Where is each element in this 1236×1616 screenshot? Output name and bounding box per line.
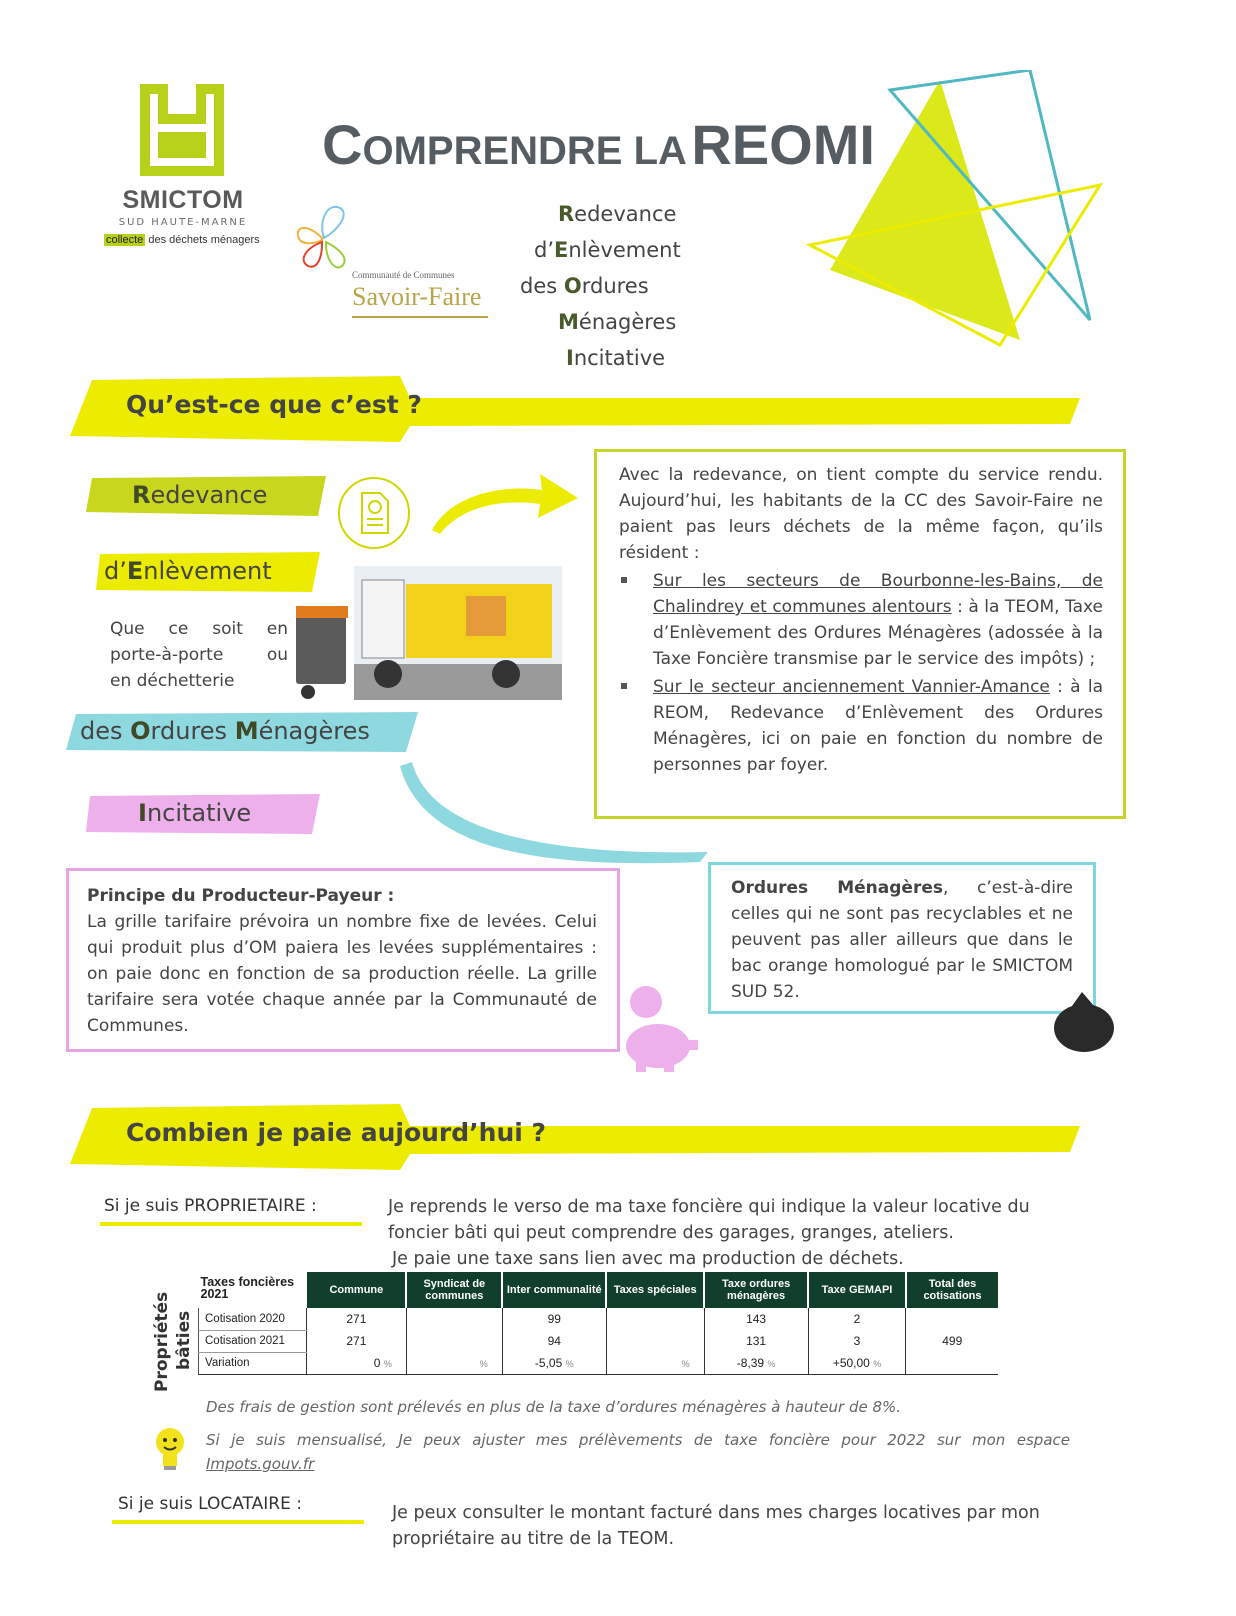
acronym-line-1: Redevance <box>558 202 677 226</box>
butterfly-logo-icon <box>288 200 358 280</box>
info-intro: Avec la redevance, on tient compte du service rendu. Aujourd’hui, les habitants de la CC des Savoir-Faire ne paient pas leurs déchets de la même façon, qu’ils résident : <box>619 465 1103 563</box>
table-cell: % <box>606 1352 704 1374</box>
owner-label-underline <box>100 1222 362 1226</box>
table-row <box>199 1308 999 1330</box>
tag-redevance: Redevance <box>86 476 326 516</box>
table-side-label <box>150 1282 194 1392</box>
trash-bag-icon <box>1048 984 1118 1054</box>
table-corner: Taxes foncières 2021 <box>200 1275 295 1301</box>
title-part-2: REOMI <box>691 113 875 176</box>
info-list <box>619 568 1103 778</box>
table-cell: 271 <box>306 1308 406 1330</box>
producer-payer-title: Principe du Producteur-Payeur : <box>87 886 395 906</box>
acronym-line-2: d’Enlèvement <box>534 238 681 262</box>
piggy-bank-icon <box>620 984 700 1074</box>
row-label: Variation <box>199 1352 307 1374</box>
smictom-tagline-highlight: collecte <box>106 234 144 246</box>
table-header-row <box>199 1272 999 1308</box>
impots-link[interactable]: Impots.gouv.fr <box>206 1455 315 1473</box>
section-heading-pay: Combien je paie aujourd’hui ? <box>126 1118 547 1147</box>
tag-enlevement: d’Enlèvement <box>96 552 320 592</box>
section-heading-what: Qu’est-ce que c’est ? <box>126 390 422 419</box>
producer-payer-box <box>66 868 620 1052</box>
table-header: Taxe ordures ménagères <box>704 1272 808 1308</box>
producer-payer-body: La grille tarifaire prévoira un nombre fixe de levées. Celui qui produit plus d’OM paiera les levées supplémentaires : on paie donc en fonction de sa production réelle. La grille tarifaire sera votée chaque année par la Communauté de Communes. <box>87 912 597 1036</box>
table-header: Taxes spéciales <box>606 1272 704 1308</box>
arrow-right-icon <box>430 468 580 538</box>
table-header: Inter communalité <box>502 1272 606 1308</box>
title-part-1: OMPRENDRE LA <box>362 129 687 173</box>
table-cell <box>606 1308 704 1330</box>
tenant-text: Je peux consulter le montant facturé dans mes charges locatives par mon propriétaire au titre de la TEOM. <box>392 1503 1040 1549</box>
acronym-line-5: Incitative <box>566 346 666 370</box>
tag-incitative: Incitative <box>86 794 320 834</box>
info-item-reom: Sur le secteur anciennement Vannier-Amance : à la REOM, Redevance d’Enlèvement des Ordures Ménagères, ici on paie en fonction du nombre de personnes par foyer. <box>653 674 1103 778</box>
owner-label: Si je suis PROPRIETAIRE : <box>104 1196 317 1216</box>
fees-note: Des frais de gestion sont prélevés en plus de la taxe d’ordures ménagères à hauteur de 8%. <box>206 1398 902 1416</box>
collection-line-1: Que ce soit en <box>110 619 288 639</box>
document-euro-icon <box>338 477 410 549</box>
owner-text <box>388 1194 1082 1272</box>
collection-text <box>110 616 288 694</box>
table-row <box>199 1352 999 1374</box>
table-cell <box>906 1308 998 1330</box>
ordures-menageres-box <box>708 862 1096 1014</box>
table-cell <box>906 1352 998 1374</box>
table-cell: -8,39 % <box>704 1352 808 1374</box>
info-item-teom: Sur les secteurs de Bourbonne-les-Bains, de Chalindrey et communes alentours : à la TEOM, Taxe d’Enlèvement des Ordures Ménagères (adossée à la Taxe Foncière transmise par le service des impôts) ; <box>653 568 1103 672</box>
side-label-2: bâties <box>174 1310 194 1370</box>
smictom-tagline-rest: des déchets ménagers <box>148 234 260 246</box>
table-cell: 143 <box>704 1308 808 1330</box>
ccsf-small-text: Communauté de Communes <box>352 270 455 280</box>
tenant-label-underline <box>112 1520 364 1524</box>
smictom-tagline <box>104 234 260 246</box>
collection-line-3: en déchetterie <box>110 671 235 691</box>
ccsf-name: Savoir-Faire <box>352 282 482 311</box>
lightbulb-icon <box>150 1422 190 1476</box>
table-row <box>199 1330 999 1352</box>
row-label: Cotisation 2020 <box>199 1308 307 1330</box>
table-cell: +50,00 % <box>808 1352 906 1374</box>
table-header: Syndicat de communes <box>406 1272 502 1308</box>
tenant-label: Si je suis LOCATAIRE : <box>118 1494 302 1514</box>
garbage-truck-image <box>296 566 562 710</box>
monthly-note-text: Si je suis mensualisé, Je peux ajuster mes prélèvements de taxe foncière pour 2022 sur mon espace <box>206 1431 1070 1449</box>
table-cell: 3 <box>808 1330 906 1352</box>
smictom-name: SMICTOM <box>122 186 244 214</box>
smictom-subtitle: SUD HAUTE-MARNE <box>118 217 248 228</box>
info-box-teom-reom <box>594 449 1126 819</box>
table-cell: 131 <box>704 1330 808 1352</box>
smictom-logo-icon <box>140 84 224 176</box>
row-label: Cotisation 2021 <box>199 1330 307 1352</box>
acronym-line-4: Ménagères <box>558 310 677 334</box>
acronym-line-3: des Ordures <box>520 274 649 298</box>
acronym-list <box>520 196 700 376</box>
table-header: Taxe GEMAPI <box>808 1272 906 1308</box>
table-cell: 99 <box>502 1308 606 1330</box>
collection-line-2: porte-à-porte ou <box>110 645 288 665</box>
tag-ordures-menageres: des Ordures Ménagères <box>66 712 418 752</box>
section-banner-pay <box>70 1104 1080 1170</box>
table-header: Total des cotisations <box>906 1272 998 1308</box>
side-label-1: Propriétés <box>152 1291 172 1392</box>
table-cell: 0 % <box>306 1352 406 1374</box>
monthly-note <box>206 1428 1070 1476</box>
table-cell: 94 <box>502 1330 606 1352</box>
table-cell: % <box>406 1352 502 1374</box>
tax-table <box>198 1272 998 1375</box>
table-cell <box>406 1330 502 1352</box>
table-header: Commune <box>306 1272 406 1308</box>
table-cell <box>606 1330 704 1352</box>
section-banner-what <box>70 376 1080 442</box>
table-cell: -5,05 % <box>502 1352 606 1374</box>
ccsf-underline <box>352 316 488 318</box>
table-cell <box>406 1308 502 1330</box>
table-cell: 2 <box>808 1308 906 1330</box>
owner-text-1: Je reprends le verso de ma taxe foncière qui indique la valeur locative du foncier bâti qui peut comprendre des garages, granges, ateliers. <box>388 1197 1030 1243</box>
owner-text-2: Je paie une taxe sans lien avec ma production de déchets. <box>392 1249 904 1269</box>
table-cell: 271 <box>306 1330 406 1352</box>
table-cell: 499 <box>906 1330 998 1352</box>
om-definition: Ordures Ménagères, c’est-à-dire celles qui ne sont pas recyclables et ne peuvent pas aller ailleurs que dans le bac orange homologué par le SMICTOM SUD 52. <box>731 878 1073 1002</box>
page-title <box>322 112 875 177</box>
title-initial: C <box>322 113 363 176</box>
